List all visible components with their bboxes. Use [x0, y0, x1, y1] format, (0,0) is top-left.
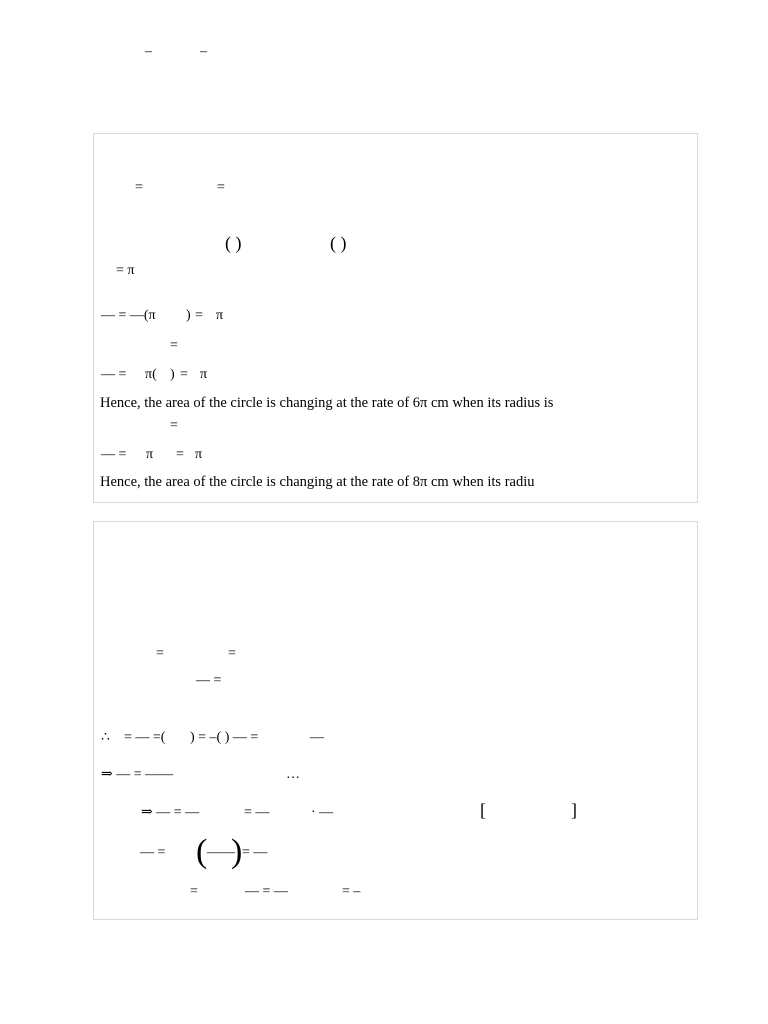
- b2-paren-close: ): [231, 833, 243, 870]
- b1-deriv-3-pi2: π: [195, 447, 203, 462]
- b1-deriv-2-close: ): [170, 367, 175, 382]
- b2-bracket-open: [: [480, 800, 486, 820]
- b1-deriv-2-pi2: π: [200, 367, 208, 382]
- b1-equals-4: =: [170, 418, 178, 433]
- b2-last-eq-2: — = —: [245, 884, 288, 899]
- b2-equals-2: =: [228, 646, 236, 661]
- b2-paren-open: (: [196, 833, 208, 870]
- b1-deriv-1-eq: =: [195, 308, 203, 323]
- top-minus-1: –: [145, 44, 152, 59]
- b1-parens-2: ( ): [330, 233, 347, 253]
- b2-frac-eq: — =: [196, 673, 222, 688]
- b1-deriv-2-pi: π(: [145, 367, 157, 382]
- b2-implies-2: ⇒ — = —: [141, 805, 200, 820]
- b1-equals-1: =: [135, 180, 143, 195]
- b2-equals-1: =: [156, 646, 164, 661]
- b2-chain-3: —: [310, 730, 324, 745]
- b2-frac-eq-2: — =: [140, 845, 166, 860]
- b2-therefore: ∴: [101, 730, 110, 745]
- b1-equals-2: =: [217, 180, 225, 195]
- b1-deriv-1-close: ): [186, 308, 191, 323]
- b1-deriv-1: — = —(π: [101, 308, 156, 323]
- b2-bracket-close: ]: [571, 800, 577, 820]
- b1-parens-1: ( ): [225, 233, 242, 253]
- b2-ellipsis: …: [286, 767, 300, 782]
- b1-deriv-3-eq: =: [176, 447, 184, 462]
- b2-implies-2-dot: · —: [311, 805, 334, 820]
- b1-deriv-2-eq: =: [180, 367, 188, 382]
- b2-chain-2: ) = –( ) — =: [190, 730, 259, 745]
- b1-eq-pi: = π: [116, 263, 135, 278]
- b2-last-eq-3: = –: [342, 884, 361, 899]
- top-minus-2: –: [200, 44, 207, 59]
- b1-deriv-3-pi: π: [146, 447, 154, 462]
- b2-paren-eq: = —: [242, 845, 268, 860]
- b1-deriv-2: — =: [101, 367, 127, 382]
- b2-implies-1: ⇒ — = ——: [101, 767, 174, 782]
- b1-conclusion-1: Hence, the area of the circle is changing at the rate of 6π cm when its radius is: [100, 395, 554, 411]
- b1-equals-3: =: [170, 338, 178, 353]
- b2-last-eq-1: =: [190, 884, 198, 899]
- solution-box-2: [93, 521, 698, 920]
- b2-paren-frac: ——: [207, 845, 235, 860]
- b1-conclusion-2: Hence, the area of the circle is changing at the rate of 8π cm when its radiu: [100, 474, 535, 490]
- b2-chain-1: = — =(: [124, 730, 166, 745]
- b1-deriv-1-pi: π: [216, 308, 224, 323]
- b2-implies-2-eq: = —: [244, 805, 270, 820]
- b1-deriv-3: — =: [101, 447, 127, 462]
